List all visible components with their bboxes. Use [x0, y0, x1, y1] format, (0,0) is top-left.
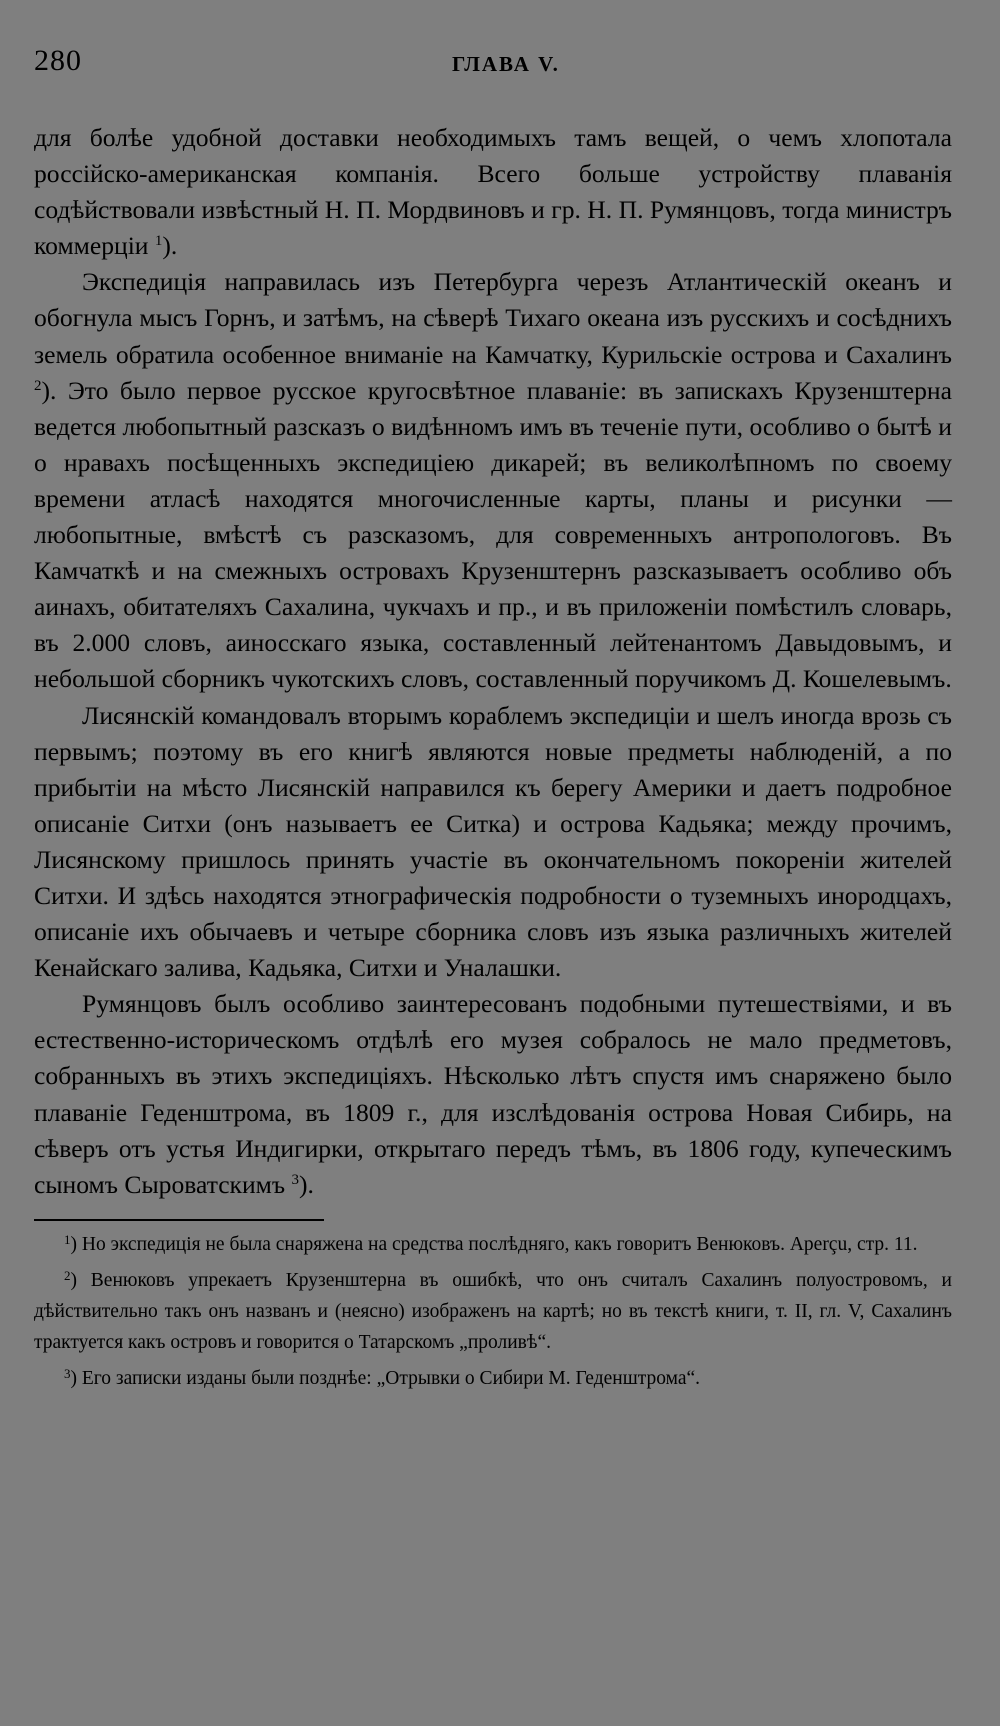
- paragraph: [34, 698, 952, 987]
- footnote-divider: [34, 1219, 324, 1221]
- paragraph-text: Румянцовъ былъ особливо заинтересованъ подобными путешествіями, и въ естественно-историческомъ отдѣлѣ его музея собралось не мало предметовъ, собранныхъ въ этихъ экспедиціяхъ. Нѣсколько лѣтъ спустя имъ снаряжено было плаваніе Геденштрома, въ 1809 г., для изслѣдованія острова Новая Сибирь, на сѣверъ отъ устья Индигирки, открытаго передъ тѣмъ, въ 1806 году, купеческимъ сыномъ Сыроватскимъ: [34, 989, 952, 1199]
- footnote-reference: 3: [291, 1171, 300, 1188]
- book-page: [34, 40, 952, 1394]
- body-text: [34, 120, 952, 1203]
- running-head: [34, 40, 952, 100]
- footnote: [34, 1265, 952, 1358]
- footnote: [34, 1229, 952, 1260]
- footnote: [34, 1363, 952, 1394]
- paragraph-text: ).: [299, 1169, 314, 1199]
- footnote-reference: 1: [154, 233, 163, 250]
- footnote-text: ) Его записки изданы были позднѣе: „Отрывки о Сибири М. Геденштрома“.: [70, 1367, 701, 1389]
- footnote-text: ) Венюковъ упрекаетъ Крузенштерна въ ошибкѣ, что онъ считалъ Сахалинъ полуостровомъ, и дѣйствительно такъ онъ названъ и (неясно) изображенъ на картѣ; но въ текстѣ книги, т. II, гл. V, Сахалинъ трактуется какъ островъ и говорится о Татарскомъ „проливѣ“.: [34, 1269, 952, 1353]
- paragraph-text: ). Это было первое русское кругосвѣтное плаваніе: въ запискахъ Крузенштерна ведется любопытный разсказъ о видѣнномъ имъ въ теченіе пути, особливо о бытѣ и о нравахъ посѣщенныхъ экспедиціею дикарей; въ великолѣпномъ по своему времени атласѣ находятся многочисленные карты, планы и рисунки — любопытные, вмѣстѣ съ разсказомъ, для современныхъ антропологовъ. Въ Камчаткѣ и на смежныхъ островахъ Крузенштернъ разсказываетъ особливо объ аинахъ, обитателяхъ Сахалина, чукчахъ и пр., и въ приложеніи помѣстилъ словарь, въ 2.000 словъ, аиносскаго языка, составленный лейтенантомъ Давыдовымъ, и небольшой сборникъ чукотскихъ словъ, составленный поручикомъ Д. Кошелевымъ.: [34, 375, 952, 694]
- paragraph-text: Лисянскій командовалъ вторымъ кораблемъ экспедиціи и шелъ иногда врозь съ первымъ; поэтому въ его книгѣ являются новые предметы наблюденій, а по прибытіи на мѣсто Лисянскій направился къ берегу Америки и даетъ подробное описаніе Ситхи (онъ называетъ ее Ситка) и острова Кадьяка; между прочимъ, Лисянскому пришлось принять участіе въ окончательномъ покореніи жителей Ситхи. И здѣсь находятся этнографическія подробности о туземныхъ инородцахъ, описаніе ихъ обычаевъ и четыре сборника словъ изъ языка различныхъ жителей Кенайскаго залива, Кадьяка, Ситхи и Уналашки.: [34, 700, 952, 983]
- footnote-mark: 1: [64, 1231, 71, 1247]
- footnotes: [34, 1229, 952, 1394]
- footnote-text: ) Но экспедиція не была снаряжена на средства послѣдняго, какъ говоритъ Венюковъ. Aperçu, стр. 11.: [70, 1233, 918, 1255]
- page-number: 280: [34, 44, 82, 77]
- paragraph-text: для болѣе удобной доставки необходимыхъ тамъ вещей, о чемъ хлопотала россійско-американская компанія. Всего больше устройству плаванія содѣйствовали извѣстный Н. П. Мордвиновъ и гр. Н. П. Румянцовъ, тогда министръ коммерціи: [34, 123, 953, 261]
- paragraph-text: ).: [162, 231, 178, 261]
- footnote-mark: 2: [64, 1267, 71, 1283]
- paragraph-text: Экспедиція направилась изъ Петербурга черезъ Атлантическій океанъ и обогнула мысъ Горнъ, и затѣмъ, на сѣверѣ Тихаго океана изъ русскихъ и сосѣднихъ земель обратила особенное вниманіе на Камчатку, Курильскіе острова и Сахалинъ: [34, 267, 952, 369]
- chapter-title: ГЛАВА V.: [452, 52, 560, 76]
- footnote-mark: 3: [64, 1365, 71, 1381]
- paragraph: [34, 986, 952, 1203]
- paragraph: [34, 264, 952, 697]
- paragraph: [34, 120, 952, 264]
- footnote-reference: 2: [34, 377, 42, 394]
